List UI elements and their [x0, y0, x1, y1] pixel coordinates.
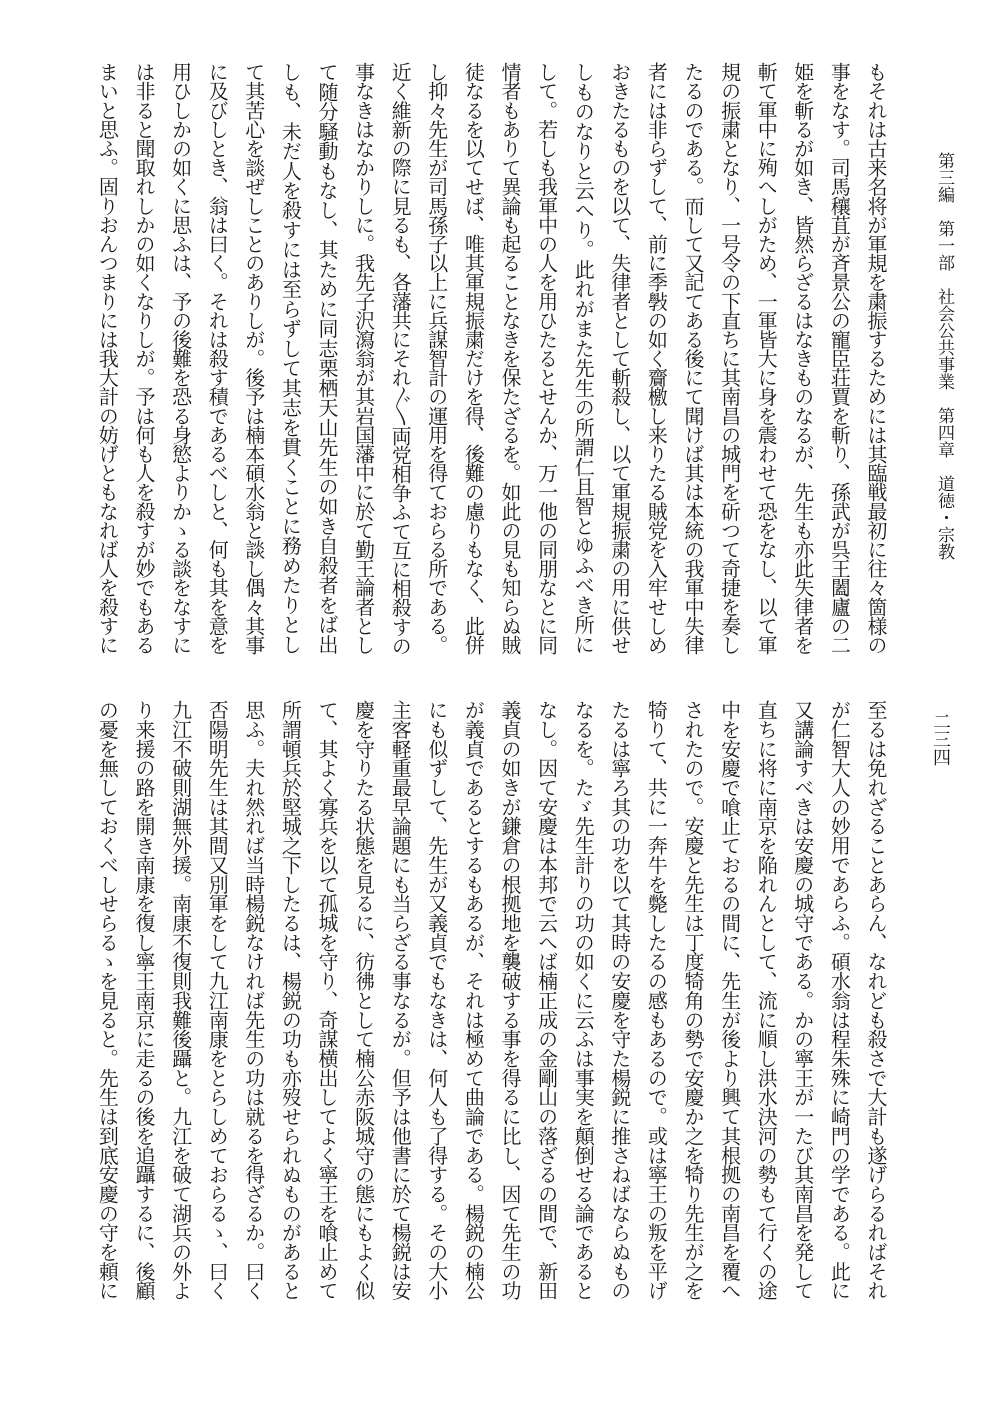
text-line: 直ちに将に南京を陥れんとして、流に順し洪水決河の勢もて行くの途 [754, 700, 779, 1301]
text-line: たるのである。而して又記てある後にて聞けば其は本統の我軍中失律 [681, 62, 705, 655]
text-line: しものなりと云へり。此れがまた先生の所謂仁且智とゆふべき所に [571, 62, 596, 655]
text-line: 規の振粛となり、一号令の下直ちに其南昌の城門を斫つて奇捷を奏し [717, 62, 742, 655]
text-line: 又講論すべきは安慶の城守である。かの寧王が一たび其南昌を発して [790, 700, 815, 1301]
text-line: 思ふ。夫れ然れば当時楊鋭なければ先生の功は就るを得ざるか。曰く [241, 700, 266, 1301]
text-line: しも、未だ人を殺すには至らずして其志を貫くことに務めたりとし [278, 62, 303, 655]
text-line: に及びしとき、翁は曰く。それは殺す積であるべしと、何も其を意を [205, 62, 230, 655]
text-line: 情者もありて異論も起ることなきを保たざるを。如此の見も知らぬ賊 [498, 62, 522, 655]
running-head: 第三編 第一部 社会公共事業 第四章 道徳・宗教 [934, 152, 954, 560]
text-line: して。若しも我軍中の人を用ひたるとせんか、万一他の同朋なとに同 [534, 62, 559, 655]
text-line: て其苦心を談ぜしことのありしが。後予は楠本碩水翁と談し偶々其事 [241, 62, 266, 655]
text-line: されたので。安慶と先生は丁度犄角の勢で安慶か之を犄り先生が之を [681, 700, 705, 1301]
text-line: 慶を守りたる状態を見るに、彷彿として楠公赤阪城守の態にもよく似 [351, 700, 376, 1301]
text-line: り来援の路を開き南康を復し寧王南京に走るの後を追躡するに、後顧 [132, 700, 156, 1301]
text-line: 近く維新の際に見るも、各藩共にそれ〴〵両党相争ふて互に相殺すの [388, 62, 413, 655]
text-line: なし。因て安慶は本邦で云へば楠正成の金剛山の落ざるの間で、新田 [534, 700, 559, 1301]
text-line: 至るは免れざることあらん、なれども殺さで大計も遂げらるればそれ [864, 700, 888, 1301]
text-line: 九江不破則湖無外援。南康不復則我難後躡と。九江を破て湖兵の外よ [168, 700, 193, 1301]
text-line: て随分騒動もなし、其ために同志栗栖天山先生の如き自殺者をば出 [315, 62, 339, 655]
text-line: 犄りて、共に一奔牛を斃したるの感もあるので。或は寧王の叛を平げ [644, 700, 669, 1301]
text-line: 事をなす。司馬穰苴が斉景公の寵臣荘賈を斬り、孫武が呉王闔廬の二 [827, 62, 852, 655]
text-line: おきたるものを以て、失律者として斬殺し、以て軍規振粛の用に供せ [607, 62, 632, 655]
text-line: なるを。たゞ先生計りの功の如くに云ふは事実を顛倒せる論であると [571, 700, 596, 1301]
text-line: が仁智大人の妙用であらふ。碩水翁は程朱殊に崎門の学である。此に [827, 700, 852, 1301]
text-line: 用ひしかの如くに思ふは、予の後難を恐る身慾よりかゝる談をなすに [168, 62, 193, 655]
text-line: 中を安慶で喰止ておるの間に、先生が後より興て其根拠の南昌を覆へ [717, 700, 742, 1301]
text-line: にも似ずして、先生が又義貞でもなきは、何人も了得する。その大小 [424, 700, 449, 1301]
text-line: 徒なるを以てせば、唯其軍規振粛だけを得、後難の慮りもなく、此併 [461, 62, 486, 655]
text-line: たるは寧ろ其の功を以て其時の安慶を守た楊鋭に推さねばならぬもの [607, 700, 632, 1301]
text-line: 事なきはなかりしに。我先子沢瀉翁が其岩国藩中に於て勤王論者とし [351, 62, 376, 655]
text-line: 義貞の如きが鎌倉の根拠地を襲破する事を得るに比し、因て先生の功 [498, 700, 522, 1301]
text-line: が義貞であるとするもあるが、それは極めて曲論である。楊鋭の楠公 [461, 700, 486, 1301]
text-line: の憂を無しておくべしせらるゝを見ると。先生は到底安慶の守を頼に [95, 700, 120, 1301]
text-line: 者には非らずして、前に季斅の如く齎檄し来りたる賊党を入牢せしめ [644, 62, 669, 655]
text-line: まいと思ふ。固りおんつまりには我大計の妨げともなれば人を殺すに [95, 62, 120, 655]
text-line: し抑々先生が司馬孫子以上に兵謀智計の運用を得ておらる所である。 [424, 62, 449, 655]
text-line: 主客軽重最早論題にも当らざる事なるが。但予は他書に於て楊鋭は安 [388, 700, 413, 1301]
text-line: 姫を斬るが如き、皆然らざるはなきものなるが、先生も亦此失律者を [790, 62, 815, 655]
text-line: 斬て軍中に殉へしがため、一軍皆大に身を震わせて恐をなし、以て軍 [754, 62, 779, 655]
text-line: もそれは古来名将が軍規を粛振するためには其臨戦最初に往々箇様の [864, 62, 888, 655]
text-line: 否陽明先生は其間又別軍をして九江南康をとらしめておらるゝ、曰く [205, 700, 230, 1301]
text-line: は非ると聞取れしかの如くなりしが。予は何も人を殺すが妙でもある [132, 62, 156, 655]
text-line: て、其よく寡兵を以て孤城を守り、奇謀横出してよく寧王を喰止めて [315, 700, 339, 1301]
page-number: 二三四 [930, 712, 951, 766]
text-line: 所謂頓兵於堅城之下したるは、楊鋭の功も亦歿せられぬものがあると [278, 700, 303, 1301]
